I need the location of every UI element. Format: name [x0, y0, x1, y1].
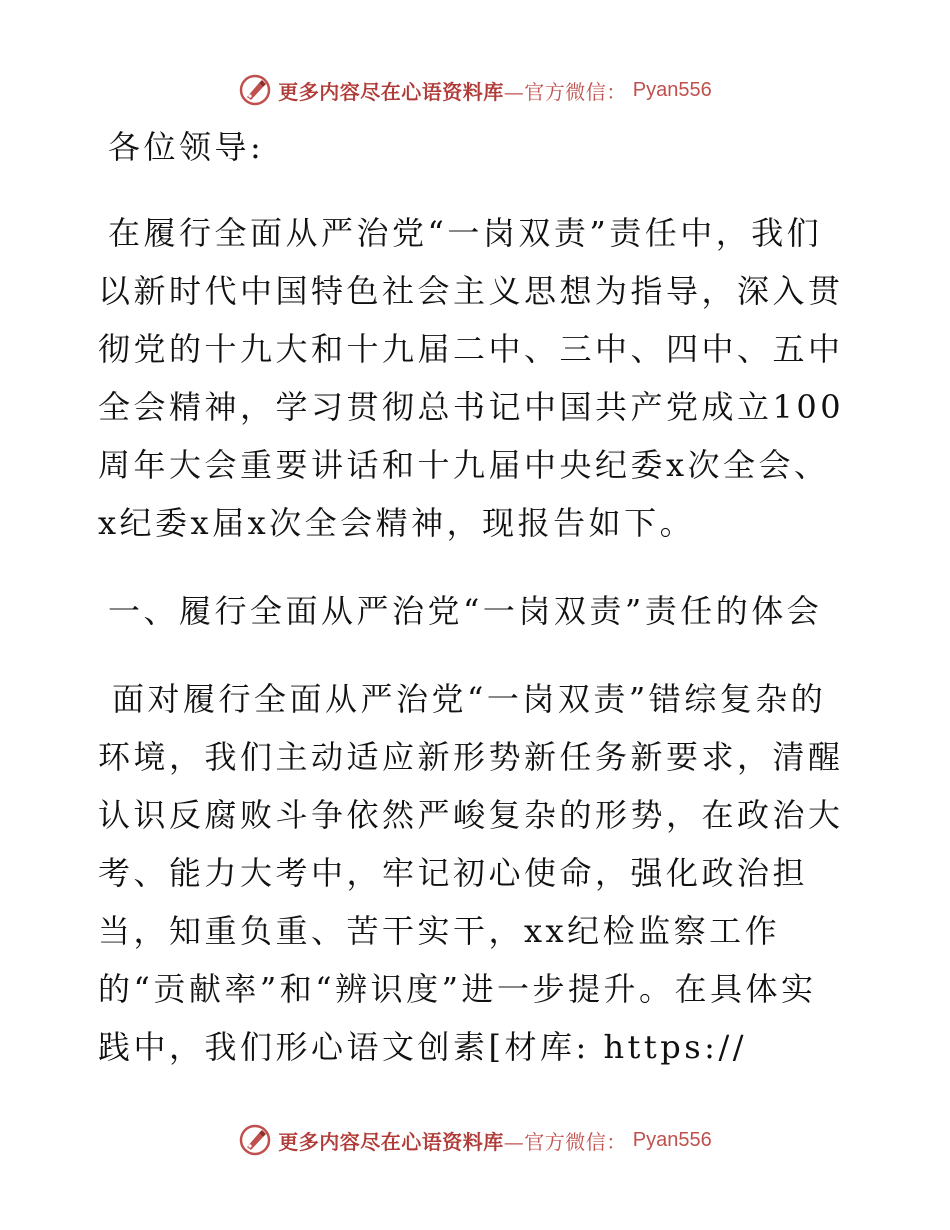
pen-nib-logo-icon	[238, 73, 272, 107]
paragraph-intro: 在履行全面从严治党“一岗双责”责任中，我们以新时代中国特色社会主义思想为指导，深入贯彻党的十九大和十九届二中、三中、四中、五中全会精神，学习贯彻总书记中国共产党成立100周年大会重要讲话和十九届中央纪委x次全会、x纪委x届x次全会精神，现报告如下。	[98, 214, 845, 542]
paragraph-section-1: 面对履行全面从严治党“一岗双责”错综复杂的环境，我们主动适应新形势新任务新要求，清醒认识反腐败斗争依然严峻复杂的形势，在政治大考、能力大考中，牢记初心使命，强化政治担当，知重负重、苦干实干，xx纪检监察工作的“贡献率”和“辨识度”进一步提升。在具体实践中，我们形心语文创素[材库: https://	[98, 680, 844, 1066]
pen-nib-logo-icon	[238, 1123, 272, 1157]
watermark-wechat-id: Pyan556	[632, 1128, 712, 1151]
header-watermark	[0, 70, 950, 110]
watermark-text: 更多内容尽在心语资料库—官方微信：	[278, 1129, 627, 1154]
footer-watermark	[0, 1120, 950, 1160]
greeting: 各位领导:	[108, 128, 265, 166]
section-heading: 一、履行全面从严治党“一岗双责”责任的体会	[108, 592, 823, 630]
document-body	[98, 118, 850, 1076]
watermark-text: 更多内容尽在心语资料库—官方微信：	[278, 79, 627, 104]
watermark-wechat-id: Pyan556	[632, 78, 712, 101]
